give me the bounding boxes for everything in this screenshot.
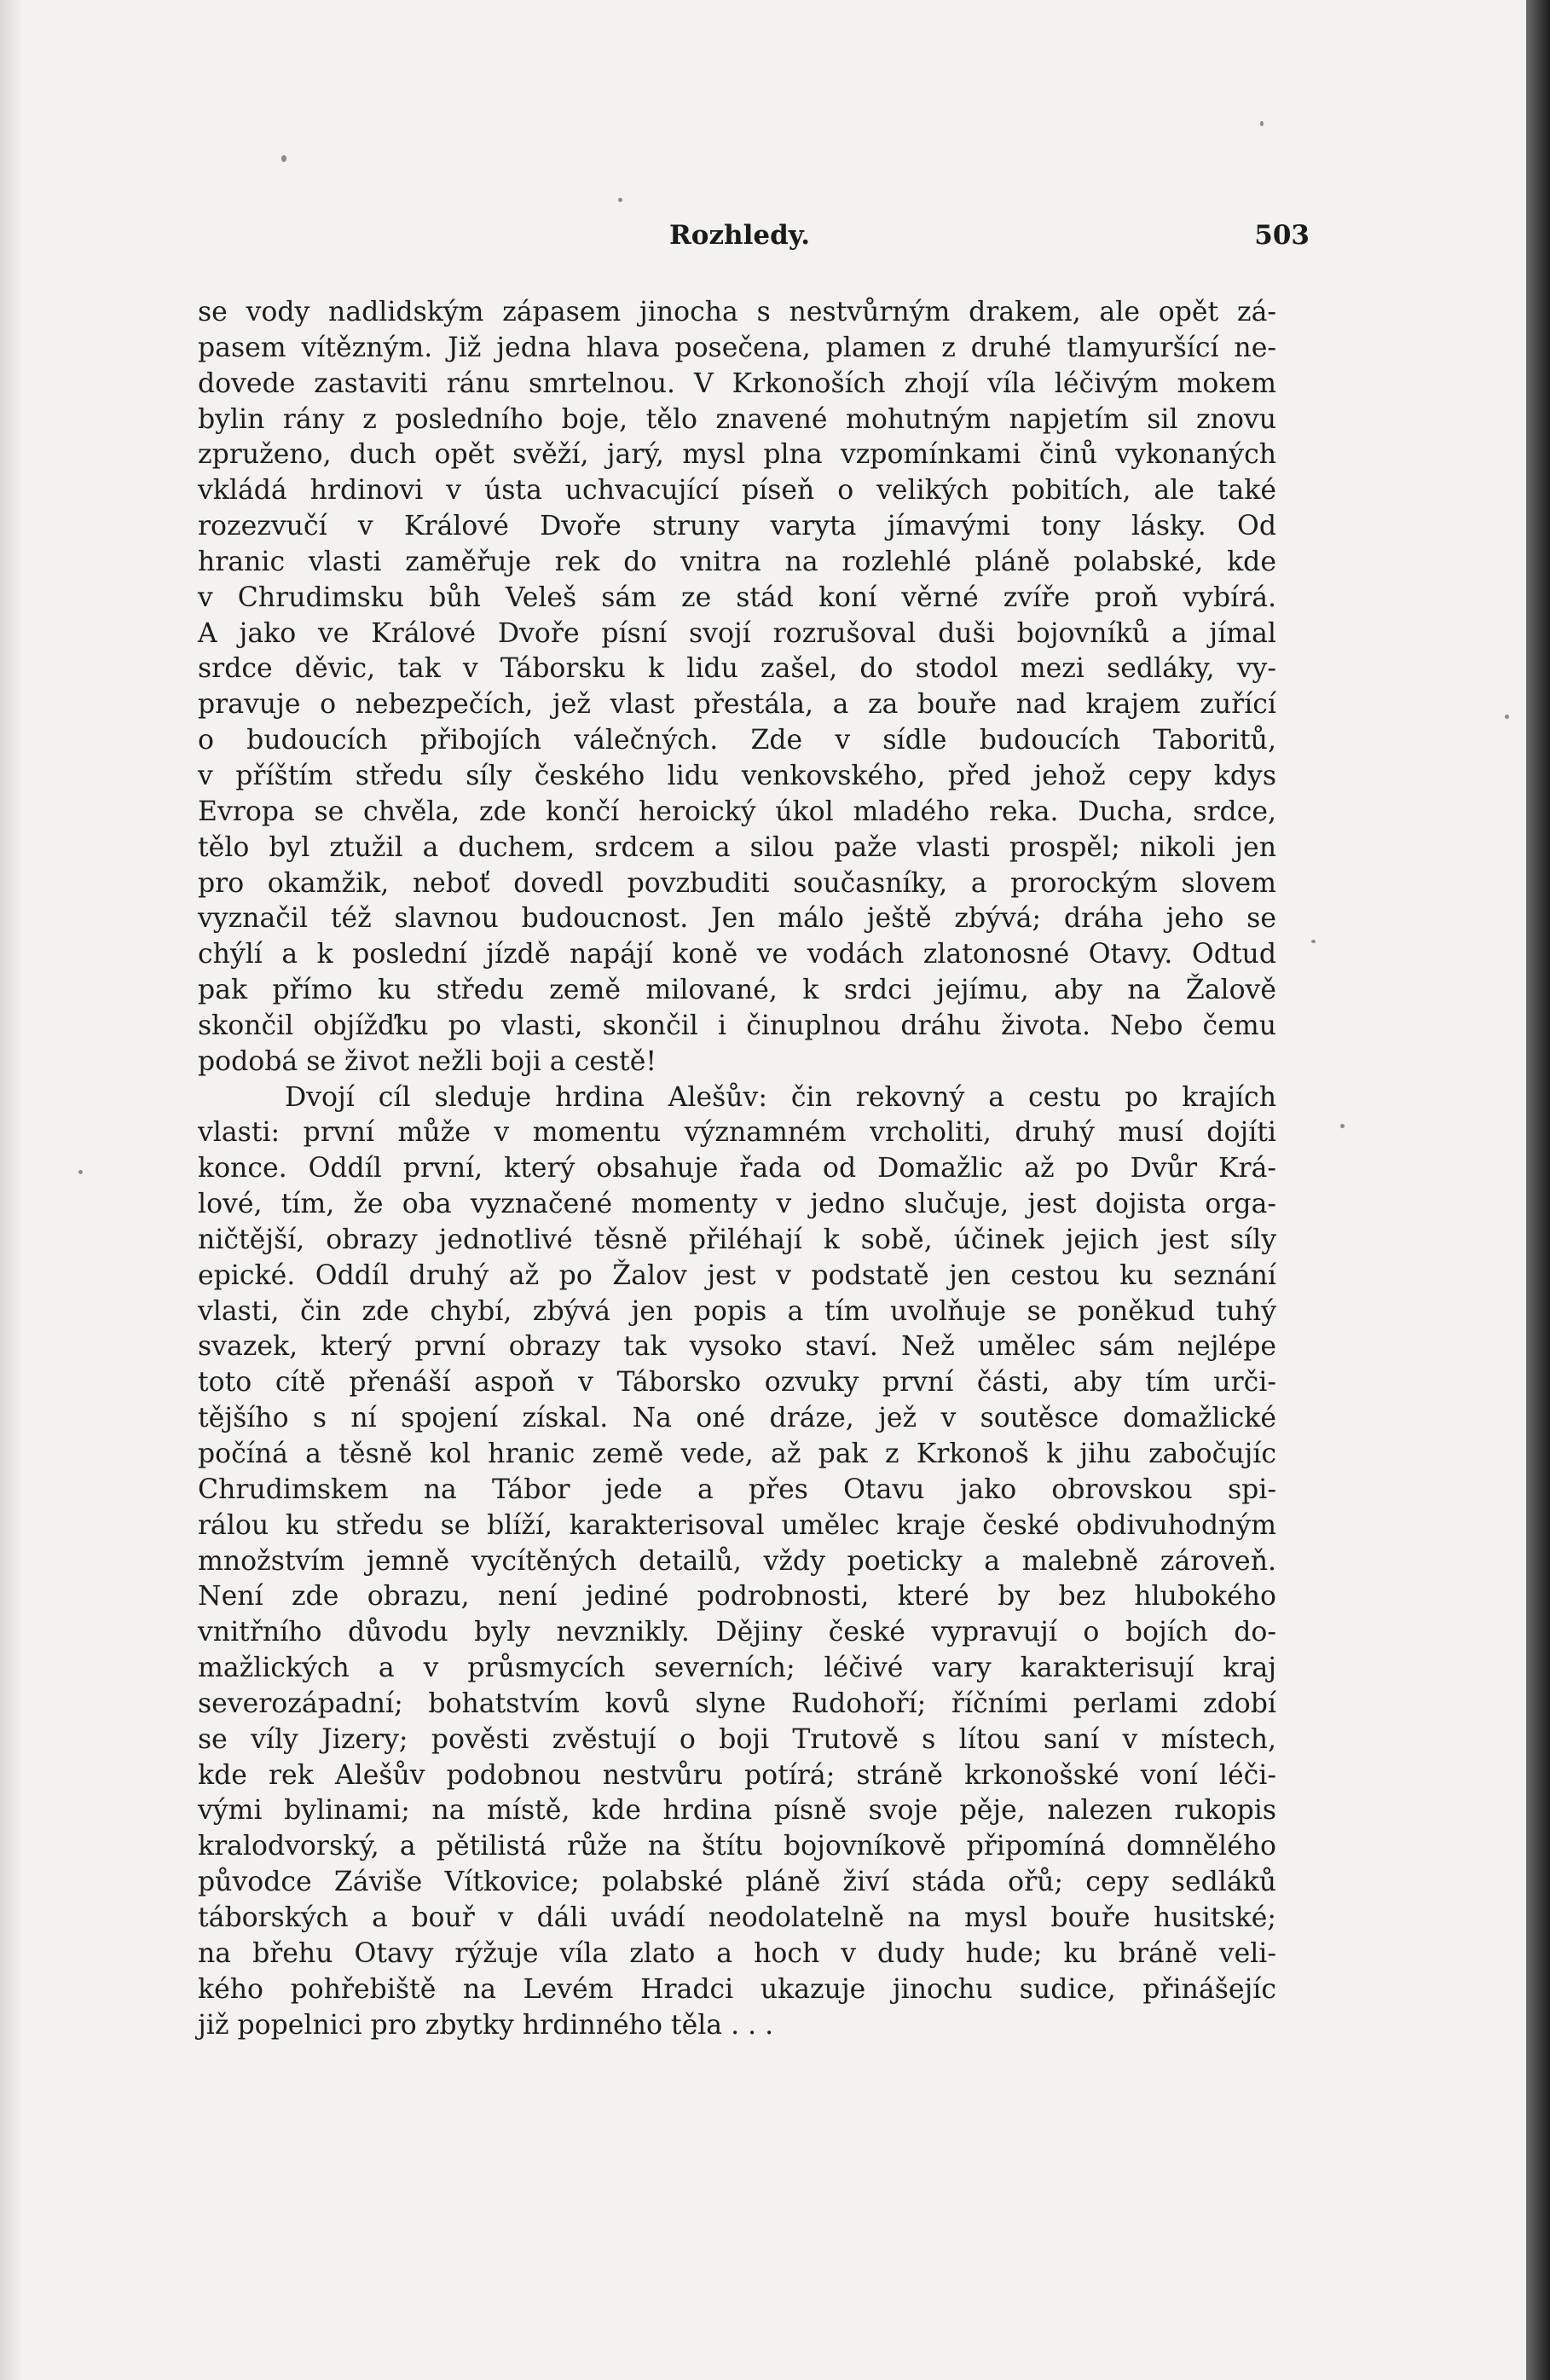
text-line: mažlických a v průsmycích severních; léčivé vary karakterisují kraj xyxy=(198,1653,1276,1684)
page-header xyxy=(0,213,1526,264)
text-line: bylin rány z posledního boje, tělo znavené mohutným napjetím sil znovu xyxy=(198,403,1276,435)
text-line: původce Záviše Vítkovice; polabské pláně živí stáda ořů; cepy sedláků xyxy=(198,1867,1276,1898)
text-line: srdce děvic, tak v Táborsku k lidu zašel, do stodol mezi sedláky, vy- xyxy=(198,653,1276,685)
text-line: toto cítě přenáší aspoň v Táborsko ozvuky první části, aby tím urči- xyxy=(198,1367,1276,1398)
paper-speck xyxy=(618,198,622,202)
text-line: lové, tím, že oba vyznačené momenty v jedno slučuje, jest dojista orga- xyxy=(198,1189,1276,1220)
text-line: vkládá hrdinovi v ústa uchvacující píseň o velikých pobitích, ale také xyxy=(198,475,1276,507)
paper-speck xyxy=(281,155,286,162)
paper-speck xyxy=(1260,121,1264,126)
text-line: pravuje o nebezpečích, jež vlast přestála, a za bouře nad krajem zuřící xyxy=(198,689,1276,721)
text-line: kého pohřebiště na Levém Hradci ukazuje jinochu sudice, přinášejíc xyxy=(198,1973,1276,2005)
text-line: počíná a těsně kol hranic země vede, až pak z Krkonoš k jihu zabočujíc xyxy=(198,1439,1276,1469)
text-line: hranic vlasti zaměřuje rek do vnitra na rozlehlé pláně polabské, kde xyxy=(198,546,1276,577)
text-line: na břehu Otavy rýžuje víla zlato a hoch v dudy hude; ku bráně veli- xyxy=(198,1937,1276,1969)
text-line: Evropa se chvěla, zde končí heroický úkol mladého reka. Ducha, srdce, xyxy=(198,796,1276,827)
text-line: o budoucích přibojích válečných. Zde v sídle budoucích Taboritů, xyxy=(198,725,1276,756)
page-gutter-shadow xyxy=(0,0,22,2380)
text-line: kde rek Alešův podobnou nestvůru potírá; stráně krkonošské voní léči- xyxy=(198,1759,1276,1791)
text-line: táborských a bouř v dáli uvádí neodolatelně na mysl bouře husitské; xyxy=(198,1902,1276,1933)
text-line: vnitřního důvodu byly nevznikly. Dějiny české vypravují o bojích do- xyxy=(198,1617,1276,1648)
paragraph-end-line: již popelnici pro zbytky hrdinného těla . . . xyxy=(198,2009,774,2041)
page-number: 503 xyxy=(1254,220,1310,251)
text-line: Není zde obrazu, není jediné podrobnosti, které by bez hlubokého xyxy=(198,1581,1276,1613)
text-line: epické. Oddíl druhý až po Žalov jest v podstatě jen cestou ku seznání xyxy=(198,1259,1276,1291)
text-line: tějšího s ní spojení získal. Na oné dráze, jež v soutěsce domažlické xyxy=(198,1403,1276,1434)
text-line: vyznačil též slavnou budoucnost. Jen málo ještě zbývá; dráha jeho se xyxy=(198,903,1276,935)
text-line: Chrudimskem na Tábor jede a přes Otavu jako obrovskou spi- xyxy=(198,1474,1276,1505)
paragraph-start-line: Dvojí cíl sleduje hrdina Alešův: čin rekovný a cestu po krajích xyxy=(285,1081,1276,1113)
text-line: vými bylinami; na místě, kde hrdina písně svoje pěje, nalezen rukopis xyxy=(198,1795,1276,1827)
text-line: dovede zastaviti ránu smrtelnou. V Krkonoších zhojí víla léčivým mokem xyxy=(198,368,1276,399)
text-line: kralodvorský, a pětilistá růže na štítu bojovníkově připomíná domnělého xyxy=(198,1831,1276,1862)
paper-speck xyxy=(1311,940,1316,943)
text-line: tělo byl ztužil a duchem, srdcem a silou paže vlasti prospěl; nikoli jen xyxy=(198,831,1276,863)
text-line: v Chrudimsku bůh Veleš sám ze stád koní věrné zvíře proň vybírá. xyxy=(198,582,1276,613)
text-line: vlasti, čin zde chybí, zbývá jen popis a tím uvolňuje se poněkud tuhý xyxy=(198,1295,1276,1327)
body-text xyxy=(198,295,1276,2043)
paper-speck xyxy=(78,1170,83,1174)
paper-speck xyxy=(1340,1124,1345,1128)
running-title: Rozhledy. xyxy=(669,220,811,251)
text-line: množstvím jemně vycítěných detailů, vždy poeticky a malebně zároveň. xyxy=(198,1545,1276,1577)
paper-speck xyxy=(1505,715,1509,719)
text-line: pro okamžik, neboť dovedl povzbuditi současníky, a prorockým slovem xyxy=(198,867,1276,899)
text-line: pak přímo ku středu země milované, k srdci jejímu, aby na Žalově xyxy=(198,975,1276,1006)
text-line: ničtější, obrazy jednotlivé těsně přiléhají k sobě, účinek jejich jest síly xyxy=(198,1224,1276,1255)
text-line: se víly Jizery; pověsti zvěstují o boji Trutově s lítou saní v místech, xyxy=(198,1723,1276,1755)
text-line: v příštím středu síly českého lidu venkovského, před jehož cepy kdys xyxy=(198,760,1276,791)
text-line: severozápadní; bohatstvím kovů slyne Rudohoří; říčními perlami zdobí xyxy=(198,1688,1276,1719)
text-line: svazek, který první obrazy tak vysoko staví. Než umělec sám nejlépe xyxy=(198,1331,1276,1363)
text-line: rálou ku středu se blíží, karakterisoval umělec kraje české obdivuhodným xyxy=(198,1509,1276,1541)
text-line: rozezvučí v Králové Dvoře struny varyta jímavými tony lásky. Od xyxy=(198,511,1276,542)
page-edge-shadow xyxy=(1526,0,1550,2380)
text-line: A jako ve Králové Dvoře písní svojí rozrušoval duši bojovníků a jímal xyxy=(198,617,1276,649)
text-line: se vody nadlidským zápasem jinocha s nestvůrným drakem, ale opět zá- xyxy=(198,297,1276,327)
text-line: konce. Oddíl první, který obsahuje řada od Domažlic až po Dvůr Krá- xyxy=(198,1153,1276,1184)
text-line: pasem vítězným. Již jedna hlava posečena, plamen z druhé tlamyuršící ne- xyxy=(198,332,1276,363)
paragraph-end-line: podobá se život nežli boji a cestě! xyxy=(198,1045,657,1077)
text-line: vlasti: první může v momentu významném vrcholiti, druhý musí dojíti xyxy=(198,1117,1276,1149)
text-line: zpruženo, duch opět svěží, jarý, mysl plna vzpomínkami činů vykonaných xyxy=(198,439,1276,471)
text-line: skončil objížďku po vlasti, skončil i činuplnou dráhu života. Nebo čemu xyxy=(198,1010,1276,1041)
text-line: chýlí a k poslední jízdě napájí koně ve vodách zlatonosné Otavy. Odtud xyxy=(198,939,1276,970)
